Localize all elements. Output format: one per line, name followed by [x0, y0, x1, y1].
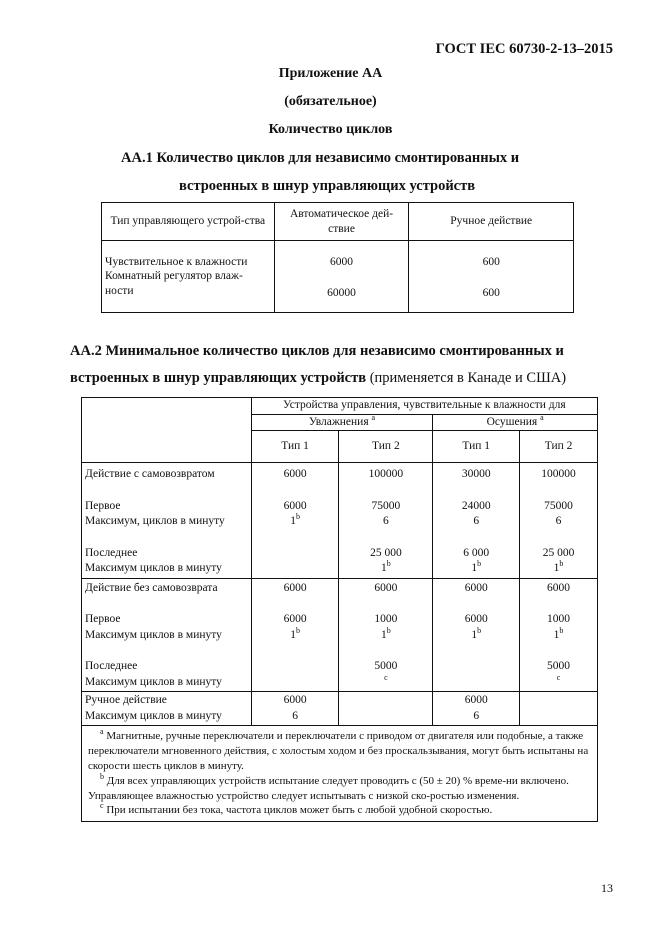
t2-b1-first-2: 6000	[464, 613, 488, 626]
t2-b1-val-1: 6000	[374, 581, 398, 594]
t2-manual-val-0: 6000	[283, 694, 307, 707]
t2-b0-last-2: 6 000	[463, 546, 490, 559]
t2-b0-first-2: 24000	[461, 499, 491, 512]
t2-b1-max-2: 1$^b$	[471, 625, 482, 641]
t2-b1-max-label: Максимум циклов в минуту	[85, 628, 222, 641]
t2-b1-lastmax-label: Максимум циклов в минуту	[85, 675, 222, 688]
t2-group-dehumidify: Осушения $^a$	[433, 414, 598, 431]
t2-corner-cell	[82, 398, 252, 463]
section2-heading-normal: (применяется в Канаде и США)	[366, 370, 567, 386]
t2-b0-max-3: 6	[555, 515, 562, 528]
t2-manual-val-3	[520, 692, 598, 726]
t2-b0-max-2: 6	[473, 515, 480, 528]
t2-b1-first-label: Первое	[85, 613, 121, 626]
t1-row2-manual: 600	[482, 287, 500, 300]
t2-b0-last-label: Последнее	[85, 546, 138, 559]
t2-b0-first-3: 75000	[544, 499, 573, 512]
t2-manual-val-2: 6000	[464, 694, 488, 707]
t1-row2-auto: 60000	[327, 287, 356, 300]
section2-heading-bold: встроенных в шнур управляющих устройств	[70, 370, 367, 386]
t2-type-3: Тип 1	[433, 431, 520, 463]
t1-row1-manual: 600	[482, 256, 500, 268]
t2-b1-max-3: 1$^b$	[553, 625, 564, 641]
section2-heading-line2	[70, 370, 566, 387]
t1-row1-type: Чувствительное к влажности	[105, 256, 248, 268]
footnote-c: $^c$ При испытании без тока, частота циклов может быть с любой удобной скоростью.	[100, 801, 493, 817]
t2-b1-first-1: 1000	[374, 613, 398, 626]
t2-b0-val-3: 100000	[541, 468, 576, 481]
t2-footnotes	[82, 726, 598, 822]
footnote-b: $^b$ Для всех управляющих устройств испытание следует проводить с (50 ± 20) % време-ни включено. Управляющее влажностью устройство следует испытывать с низкой ско-ростью изменения.	[88, 771, 569, 802]
appendix-status: (обязательное)	[284, 94, 377, 109]
t2-b0-first-0: 6000	[283, 499, 307, 512]
t2-b1-last-3: 5000	[547, 660, 571, 673]
footnote-a: $^a$ Магнитные, ручные переключатели и переключатели с приводом от двигателя или подобные, а также переключатели мгновенного действия, с холостым ходом и без проскальзывания, могут быть испытаны на скорости шесть циклов в минуту.	[88, 727, 589, 772]
t2-b1-val-2: 6000	[464, 581, 488, 594]
t2-b0-max-0: 1$^b$	[290, 512, 300, 528]
t2-manual-max-2: 6	[473, 709, 480, 722]
t1-header-manual: Ручное действие	[409, 203, 574, 241]
t2-block-autoreturn	[82, 463, 598, 579]
t2-block-noreturn	[82, 578, 598, 692]
cycles-table-2	[81, 397, 598, 822]
appendix-subject: Количество циклов	[268, 122, 393, 137]
t2-b0-val-0: 6000	[283, 468, 307, 481]
t2-top-header: Устройства управления, чувствительные к влажности для	[251, 398, 597, 415]
t2-b1-first-0: 6000	[283, 613, 307, 626]
t2-b0-lastmax-label: Максимум циклов в минуту	[85, 562, 222, 575]
t2-b0-last-3: 25 000	[542, 546, 575, 559]
t2-b1-max-1: 1$^b$	[381, 625, 391, 641]
t2-b0-label: Действие с самовозвратом	[85, 468, 215, 481]
t1-header-type: Тип управляющего устрой-ства	[102, 203, 275, 241]
t2-manual-row	[82, 692, 598, 726]
t2-b1-lastmax-3: c	[556, 672, 561, 682]
t2-b1-val-3: 6000	[547, 581, 571, 594]
t2-b0-last-0	[255, 546, 336, 562]
t2-b0-lastmax-1: 1$^b$	[381, 559, 391, 575]
t2-b1-last-1: 5000	[374, 660, 398, 673]
document-header: ГОСТ IEC 60730-2-13–2015	[435, 41, 613, 57]
appendix-title: Приложение АА	[278, 66, 383, 81]
t2-b0-max-1: 6	[383, 515, 389, 528]
t2-b0-lastmax-0	[255, 561, 336, 577]
section1-heading-line1: АА.1 Количество циклов для независимо смонтированных и	[121, 150, 520, 166]
t1-row1-auto: 6000	[330, 256, 354, 268]
t2-b0-first-1: 75000	[371, 499, 401, 512]
t2-b0-last-1: 25 000	[370, 546, 402, 559]
t2-b1-last-label: Последнее	[85, 660, 138, 673]
t2-group-humidify: Увлажнения $^a$	[251, 414, 433, 431]
t2-b1-val-0: 6000	[283, 581, 307, 594]
section2-heading-line1: АА.2 Минимальное количество циклов для независимо смонтированных и	[70, 343, 564, 359]
t2-manual-val-1	[339, 692, 433, 726]
t2-b1-label: Действие без самовозврата	[85, 581, 218, 594]
t2-b0-val-2: 30000	[461, 468, 491, 481]
cycles-table-1	[101, 202, 574, 313]
t2-b1-lastmax-1: c	[384, 672, 388, 682]
t2-b0-val-1: 100000	[368, 468, 404, 481]
page-number: 13	[601, 881, 613, 895]
t1-row2-type: Комнатный регулятор влаж-ности	[105, 270, 243, 297]
t2-manual-label: Ручное действие	[85, 694, 167, 707]
t2-b1-max-0: 1$^b$	[290, 625, 300, 641]
t2-type-2: Тип 2	[339, 431, 433, 463]
t2-type-4: Тип 2	[520, 431, 598, 463]
t2-type-1: Тип 1	[251, 431, 339, 463]
t2-b1-first-3: 1000	[547, 613, 571, 626]
t2-b0-lastmax-2: 1$^b$	[471, 559, 482, 575]
t2-manual-max-label: Максимум циклов в минуту	[85, 709, 222, 722]
t2-b0-first-label: Первое	[85, 499, 121, 512]
t2-b0-max-label: Максимум, циклов в минуту	[85, 515, 225, 528]
t2-b0-lastmax-3: 1$^b$	[553, 559, 564, 575]
t1-header-auto: Автоматическое дей-ствие	[274, 203, 409, 241]
t2-manual-max-0: 6	[292, 709, 298, 722]
section1-heading-line2: встроенных в шнур управляющих устройств	[179, 178, 476, 194]
